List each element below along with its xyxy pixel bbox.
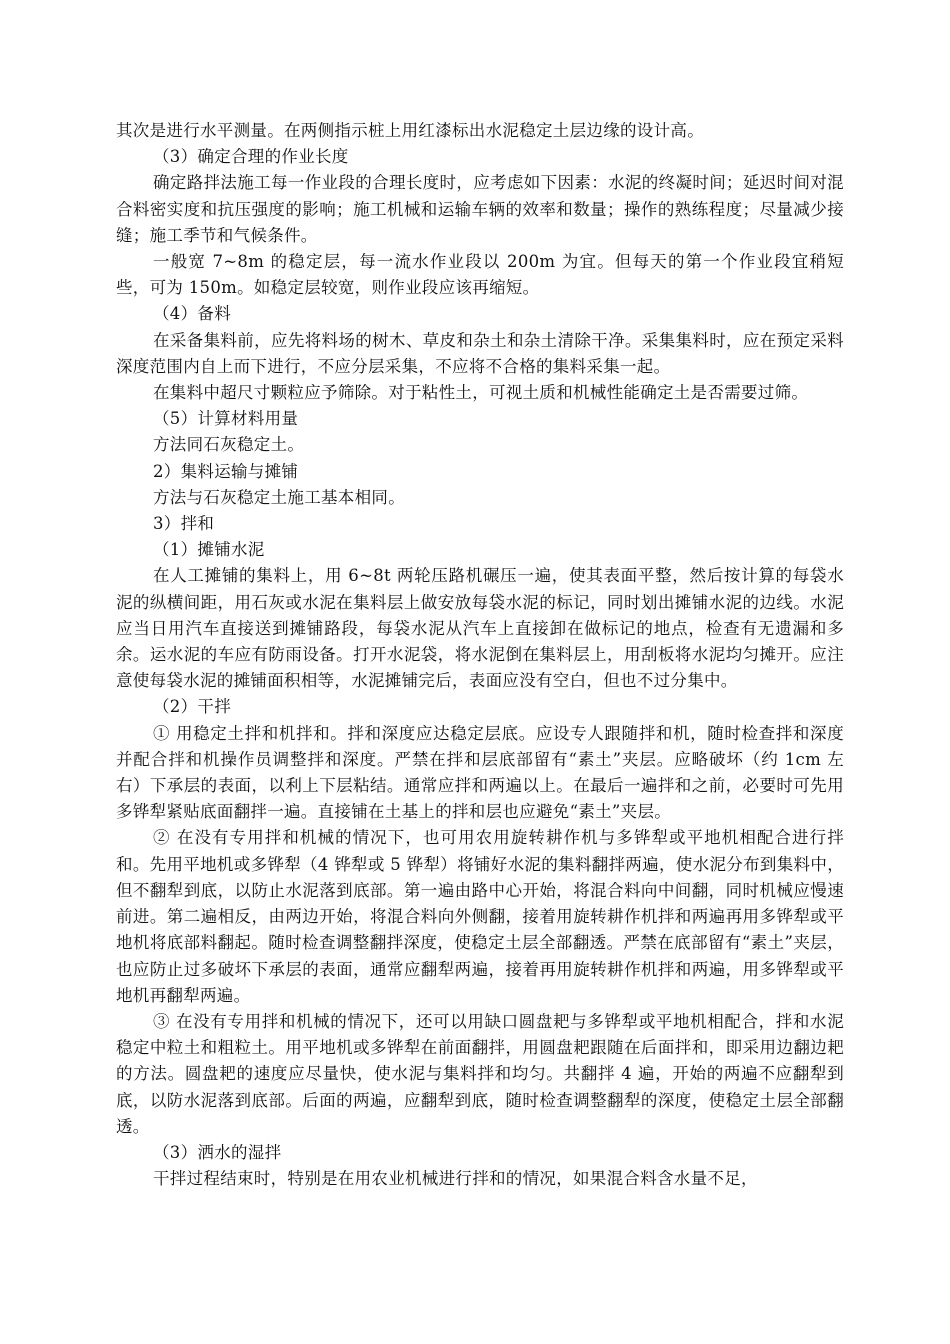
- section-heading: （5）计算材料用量: [153, 409, 299, 429]
- paragraph: 其次是进行水平测量。在两侧指示桩上用红漆标出水泥稳定土层边缘的设计高。: [116, 121, 704, 140]
- step-heading: 2）集料运输与摊铺: [153, 461, 299, 481]
- body-text: [116, 118, 844, 1192]
- paragraph: 在集料中超尺寸颗粒应予筛除。对于粘性土，可视土质和机械性能确定土是否需要过筛。: [153, 383, 809, 403]
- section-heading: （2）干拌: [153, 697, 231, 717]
- section-heading: （3）洒水的湿拌: [153, 1142, 282, 1162]
- paragraph: 方法与石灰稳定土施工基本相同。: [153, 487, 405, 507]
- paragraph: ③ 在没有专用拌和机械的情况下，还可以用缺口圆盘耙与多铧犁或平地机相配合，拌和水泥稳定中粒土和粗粒土。用平地机或多铧犁在前面翻拌，用圆盘耙跟随在后面拌和，即采用边翻边耙的方法。圆盘耙的速度应尽量快，使水泥与集料拌和均匀。共翻拌 4 遍，开始的两遍不应翻犁到底，以防水泥落到底部。后面的两遍，应翻犁到底，随时检查调整翻犁的深度，使稳定土层全部翻透。: [116, 1011, 844, 1136]
- section-heading: （4）备料: [153, 304, 231, 324]
- paragraph: 方法同石灰稳定土。: [153, 435, 305, 455]
- paragraph: ② 在没有专用拌和机械的情况下，也可用农用旋转耕作机与多铧犁或平地机相配合进行拌和。先用平地机或多铧犁（4 铧犁或 5 铧犁）将铺好水泥的集料翻拌两遍，使水泥分布到集料中，但不翻犁到底，以防止水泥落到底部。第一遍由路中心开始，将混合料向中间翻，同时机械应慢速前进。第二遍相反，由两边开始，将混合料向外侧翻，接着用旋转耕作机拌和两遍再用多铧犁或平地机将底部料翻起。随时检查调整翻拌深度，使稳定土层全部翻透。严禁在底部留有“素土”夹层，也应防止过多破坏下承层的表面，通常应翻犁两遍，接着再用旋转耕作机拌和两遍，用多铧犁或平地机再翻犁两遍。: [116, 828, 844, 1005]
- section-heading: （3）确定合理的作业长度: [153, 147, 349, 167]
- paragraph: 在采备集料前，应先将料场的树木、草皮和杂土和杂土清除干净。采集集料时，应在预定采料深度范围内自上而下进行，不应分层采集，不应将不合格的集料采集一起。: [116, 330, 844, 376]
- paragraph: ① 用稳定土拌和机拌和。拌和深度应达稳定层底。应设专人跟随拌和机，随时检查拌和深度并配合拌和机操作员调整拌和深度。严禁在拌和层底部留有“素土”夹层。应略破坏（约 1cm 左右）下承层的表面，以利上下层粘结。通常应拌和两遍以上。在最后一遍拌和之前，必要时可先用多铧犁紧贴底面翻拌一遍。直接铺在土基上的拌和层也应避免“素土”夹层。: [116, 723, 844, 822]
- paragraph: 干拌过程结束时，特别是在用农业机械进行拌和的情况，如果混合料含水量不足，: [153, 1169, 758, 1189]
- paragraph: 在人工摊铺的集料上，用 6~8t 两轮压路机碾压一遍，使其表面平整，然后按计算的每袋水泥的纵横间距，用石灰或水泥在集料层上做安放每袋水泥的标记，同时划出摊铺水泥的边线。水泥应当日用汽车直接送到摊铺路段，每袋水泥从汽车上直接卸在做标记的地点，检查有无遗漏和多余。运水泥的车应有防雨设备。打开水泥袋，将水泥倒在集料层上，用刮板将水泥均匀摊开。应注意使每袋水泥的摊铺面积相等，水泥摊铺完后，表面应没有空白，但也不过分集中。: [116, 566, 844, 691]
- step-heading: 3）拌和: [153, 514, 215, 534]
- section-heading: （1）摊铺水泥: [153, 540, 265, 560]
- paragraph: 确定路拌法施工每一作业段的合理长度时，应考虑如下因素：水泥的终凝时间；延迟时间对混合料密实度和抗压强度的影响；施工机械和运输车辆的效率和数量；操作的熟练程度；尽量减少接缝；施工季节和气候条件。: [116, 173, 844, 245]
- paragraph: 一般宽 7~8m 的稳定层，每一流水作业段以 200m 为宜。但每天的第一个作业段宜稍短些，可为 150m。如稳定层较宽，则作业段应该再缩短。: [116, 252, 844, 298]
